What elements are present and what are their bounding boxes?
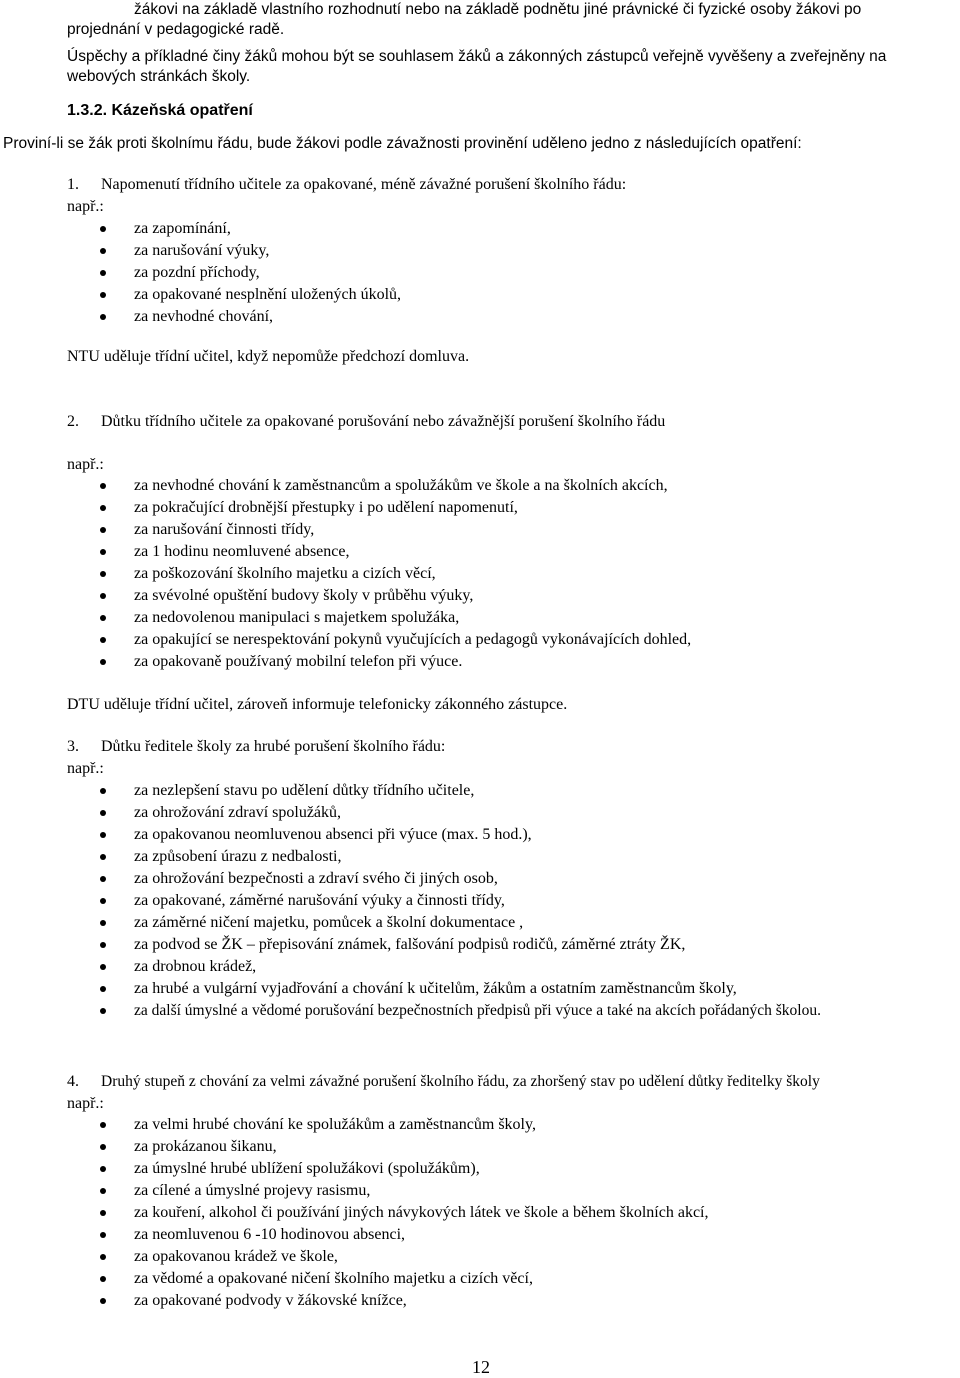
- bullet-icon: [100, 248, 106, 254]
- bullet-icon: [100, 549, 106, 555]
- bullet-icon: [100, 593, 106, 599]
- list-item: za způsobení úrazu z nedbalosti,: [0, 846, 960, 868]
- list-item: za záměrné ničení majetku, pomůcek a školní dokumentace ,: [0, 912, 960, 934]
- bullet-icon: [100, 964, 106, 970]
- page-number: 12: [472, 1357, 490, 1377]
- measure-3-napr: např.:: [67, 760, 104, 777]
- bullet-icon: [100, 1144, 106, 1150]
- list-item: za drobnou krádež,: [0, 956, 960, 978]
- bullet-icon: [100, 527, 106, 533]
- list-item: za opakovanou krádež ve škole,: [0, 1246, 960, 1268]
- bullet-icon: [100, 483, 106, 489]
- list-item: za opakovanou neomluvenou absenci při výuce (max. 5 hod.),: [0, 824, 960, 846]
- bullet-icon: [100, 920, 106, 926]
- list-item: za neomluvenou 6 -10 hodinovou absenci,: [0, 1224, 960, 1246]
- measure-2-napr: např.:: [67, 456, 104, 473]
- bullet-icon: [100, 1188, 106, 1194]
- list-item: za další úmyslné a vědomé porušování bezpečnostních předpisů při výuce a také na akcích pořádaných školou.: [0, 1000, 960, 1022]
- bullet-icon: [100, 505, 106, 511]
- measure-3-number: 3.: [67, 738, 79, 755]
- intro-line-3: Úspěchy a příkladné činy žáků mohou být se souhlasem žáků a zákonných zástupců veřejně vyvěšeny a zveřejněny na: [67, 48, 887, 65]
- measure-4-number: 4.: [67, 1073, 79, 1090]
- intro-line-1: žákovi na základě vlastního rozhodnutí nebo na základě podnětu jiné právnické či fyzické osoby žákovi po: [134, 1, 862, 18]
- list-item: za narušování činnosti třídy,: [0, 519, 960, 541]
- list-item: za opakované podvody v žákovské knížce,: [0, 1290, 960, 1312]
- list-item: za cílené a úmyslné projevy rasismu,: [0, 1180, 960, 1202]
- list-item: za nevhodné chování,: [0, 306, 960, 328]
- list-item: za pozdní příchody,: [0, 262, 960, 284]
- bullet-icon: [100, 615, 106, 621]
- bullet-icon: [100, 1276, 106, 1282]
- list-item: za svévolné opuštění budovy školy v průběhu výuky,: [0, 585, 960, 607]
- bullet-icon: [100, 292, 106, 298]
- list-item: za nedovolenou manipulaci s majetkem spolužáka,: [0, 607, 960, 629]
- list-item: za ohrožování bezpečnosti a zdraví svého či jiných osob,: [0, 868, 960, 890]
- bullet-icon: [100, 659, 106, 665]
- bullet-icon: [100, 270, 106, 276]
- list-item: za 1 hodinu neomluvené absence,: [0, 541, 960, 563]
- bullet-icon: [100, 876, 106, 882]
- list-item: za nevhodné chování k zaměstnancům a spolužákům ve škole a na školních akcích,: [0, 475, 960, 497]
- bullet-icon: [100, 942, 106, 948]
- bullet-icon: [100, 1210, 106, 1216]
- bullet-icon: [100, 1008, 106, 1014]
- list-item: za vědomé a opakované ničení školního majetku a cizích věcí,: [0, 1268, 960, 1290]
- measure-4-list: [0, 1114, 960, 1312]
- measure-4-title: Druhý stupeň z chování za velmi závažné porušení školního řádu, za zhoršený stav po udělení důtky ředitelky školy: [101, 1073, 820, 1090]
- measure-3-title: Důtku ředitele školy za hrubé porušení školního řádu:: [101, 738, 446, 755]
- list-item: za poškozování školního majetku a cizích věcí,: [0, 563, 960, 585]
- bullet-icon: [100, 986, 106, 992]
- bullet-icon: [100, 571, 106, 577]
- list-item: za opakovaně používaný mobilní telefon při výuce.: [0, 651, 960, 673]
- measure-1-list: [0, 218, 960, 328]
- list-item: za opakující se nerespektování pokynů vyučujících a pedagogů vykonávajících dohled,: [0, 629, 960, 651]
- bullet-icon: [100, 810, 106, 816]
- bullet-icon: [100, 854, 106, 860]
- bullet-icon: [100, 314, 106, 320]
- bullet-icon: [100, 788, 106, 794]
- list-item: za ohrožování zdraví spolužáků,: [0, 802, 960, 824]
- bullet-icon: [100, 637, 106, 643]
- list-item: za podvod se ŽK – přepisování známek, falšování podpisů rodičů, záměrné ztráty ŽK,: [0, 934, 960, 956]
- list-item: za hrubé a vulgární vyjadřování a chování k učitelům, žákům a ostatním zaměstnancům školy,: [0, 978, 960, 1000]
- list-item: za kouření, alkohol či používání jiných návykových látek ve škole a během školních akcí,: [0, 1202, 960, 1224]
- intro-line-2: projednání v pedagogické radě.: [67, 21, 285, 38]
- bullet-icon: [100, 898, 106, 904]
- list-item: za nezlepšení stavu po udělení důtky třídního učitele,: [0, 780, 960, 802]
- intro-line-4: webových stránkách školy.: [67, 68, 251, 85]
- list-item: za narušování výuky,: [0, 240, 960, 262]
- section-heading: 1.3.2. Kázeňská opatření: [67, 102, 253, 119]
- list-item: za opakované, záměrné narušování výuky a činnosti třídy,: [0, 890, 960, 912]
- list-item: za opakované nesplnění uložených úkolů,: [0, 284, 960, 306]
- bullet-icon: [100, 1254, 106, 1260]
- bullet-icon: [100, 1298, 106, 1304]
- list-item: za pokračující drobnější přestupky i po udělení napomenutí,: [0, 497, 960, 519]
- bullet-icon: [100, 832, 106, 838]
- measure-1-napr: např.:: [67, 198, 104, 215]
- measure-2-list: [0, 475, 960, 673]
- list-item: za úmyslné hrubé ublížení spolužákovi (spolužákům),: [0, 1158, 960, 1180]
- bullet-icon: [100, 1232, 106, 1238]
- list-item: za prokázanou šikanu,: [0, 1136, 960, 1158]
- measure-2-note: DTU uděluje třídní učitel, zároveň informuje telefonicky zákonného zástupce.: [67, 696, 568, 713]
- measure-3-list: [0, 780, 960, 1022]
- measure-1-number: 1.: [67, 176, 79, 193]
- measure-2-number: 2.: [67, 413, 79, 430]
- list-item: za zapomínání,: [0, 218, 960, 240]
- bullet-icon: [100, 1166, 106, 1172]
- bullet-icon: [100, 226, 106, 232]
- measure-2-title: Důtku třídního učitele za opakované porušování nebo závažnější porušení školního řádu: [101, 413, 666, 430]
- measure-4-napr: např.:: [67, 1095, 104, 1112]
- measure-1-note: NTU uděluje třídní učitel, když nepomůže předchozí domluva.: [67, 348, 470, 365]
- list-item: za velmi hrubé chování ke spolužákům a zaměstnancům školy,: [0, 1114, 960, 1136]
- bullet-icon: [100, 1122, 106, 1128]
- measure-1-title: Napomenutí třídního učitele za opakované, méně závažné porušení školního řádu:: [101, 176, 627, 193]
- section-lead: Proviní-li se žák proti školnímu řádu, bude žákovi podle závažnosti provinění uděleno jedno z následujících opatření:: [3, 135, 802, 152]
